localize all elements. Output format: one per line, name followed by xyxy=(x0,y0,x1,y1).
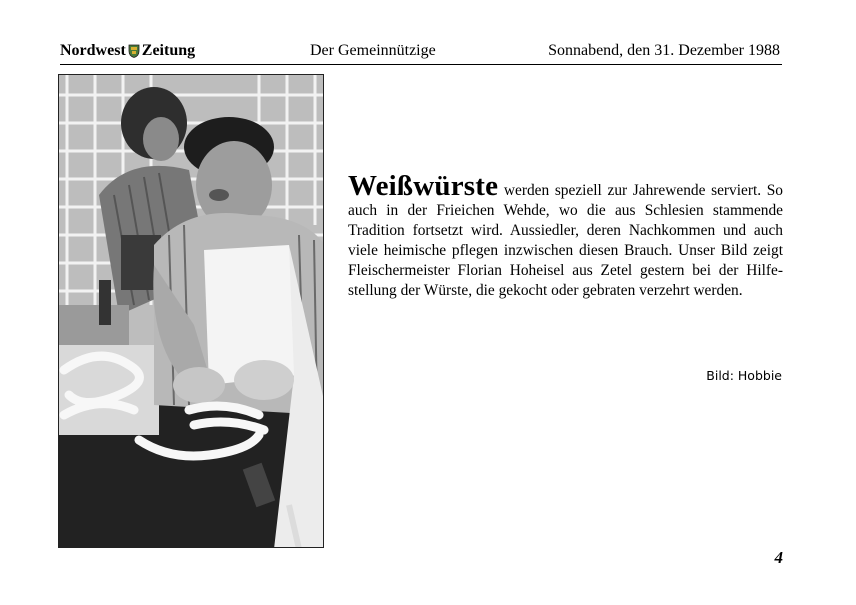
masthead-nordwest: Nordwest xyxy=(60,42,126,59)
section-title: Der Gemeinnützige xyxy=(310,42,436,59)
newspaper-header xyxy=(60,40,782,65)
article-headline: Weißwürste xyxy=(348,170,499,202)
issue-date: Sonnabend, den 31. Dezember 1988 xyxy=(548,42,780,59)
photo-credit: Bild: Hobbie xyxy=(706,368,782,383)
masthead xyxy=(60,42,195,60)
article-photo xyxy=(58,74,324,548)
page-number: 4 xyxy=(774,548,783,567)
butcher-photo-illustration xyxy=(59,75,324,548)
article-body xyxy=(348,170,783,301)
article-text: werden speziell zur Jahrewende serviert. So auch in der Frieichen Wehde, wo die aus Schlesien stammende Tradition fortsetzt wird. Aussiedler, deren Nachkommen und auch viele heimische pflegen inzwischen diesen Brauch. Unser Bild zeigt Fleischermeister Florian Hoheisel aus Zetel gestern bei der Hilfestellung der Würste, die gekocht oder gebraten verzehrt werden. xyxy=(348,182,783,299)
masthead-zeitung: Zeitung xyxy=(141,42,196,59)
crest-icon xyxy=(128,44,140,58)
